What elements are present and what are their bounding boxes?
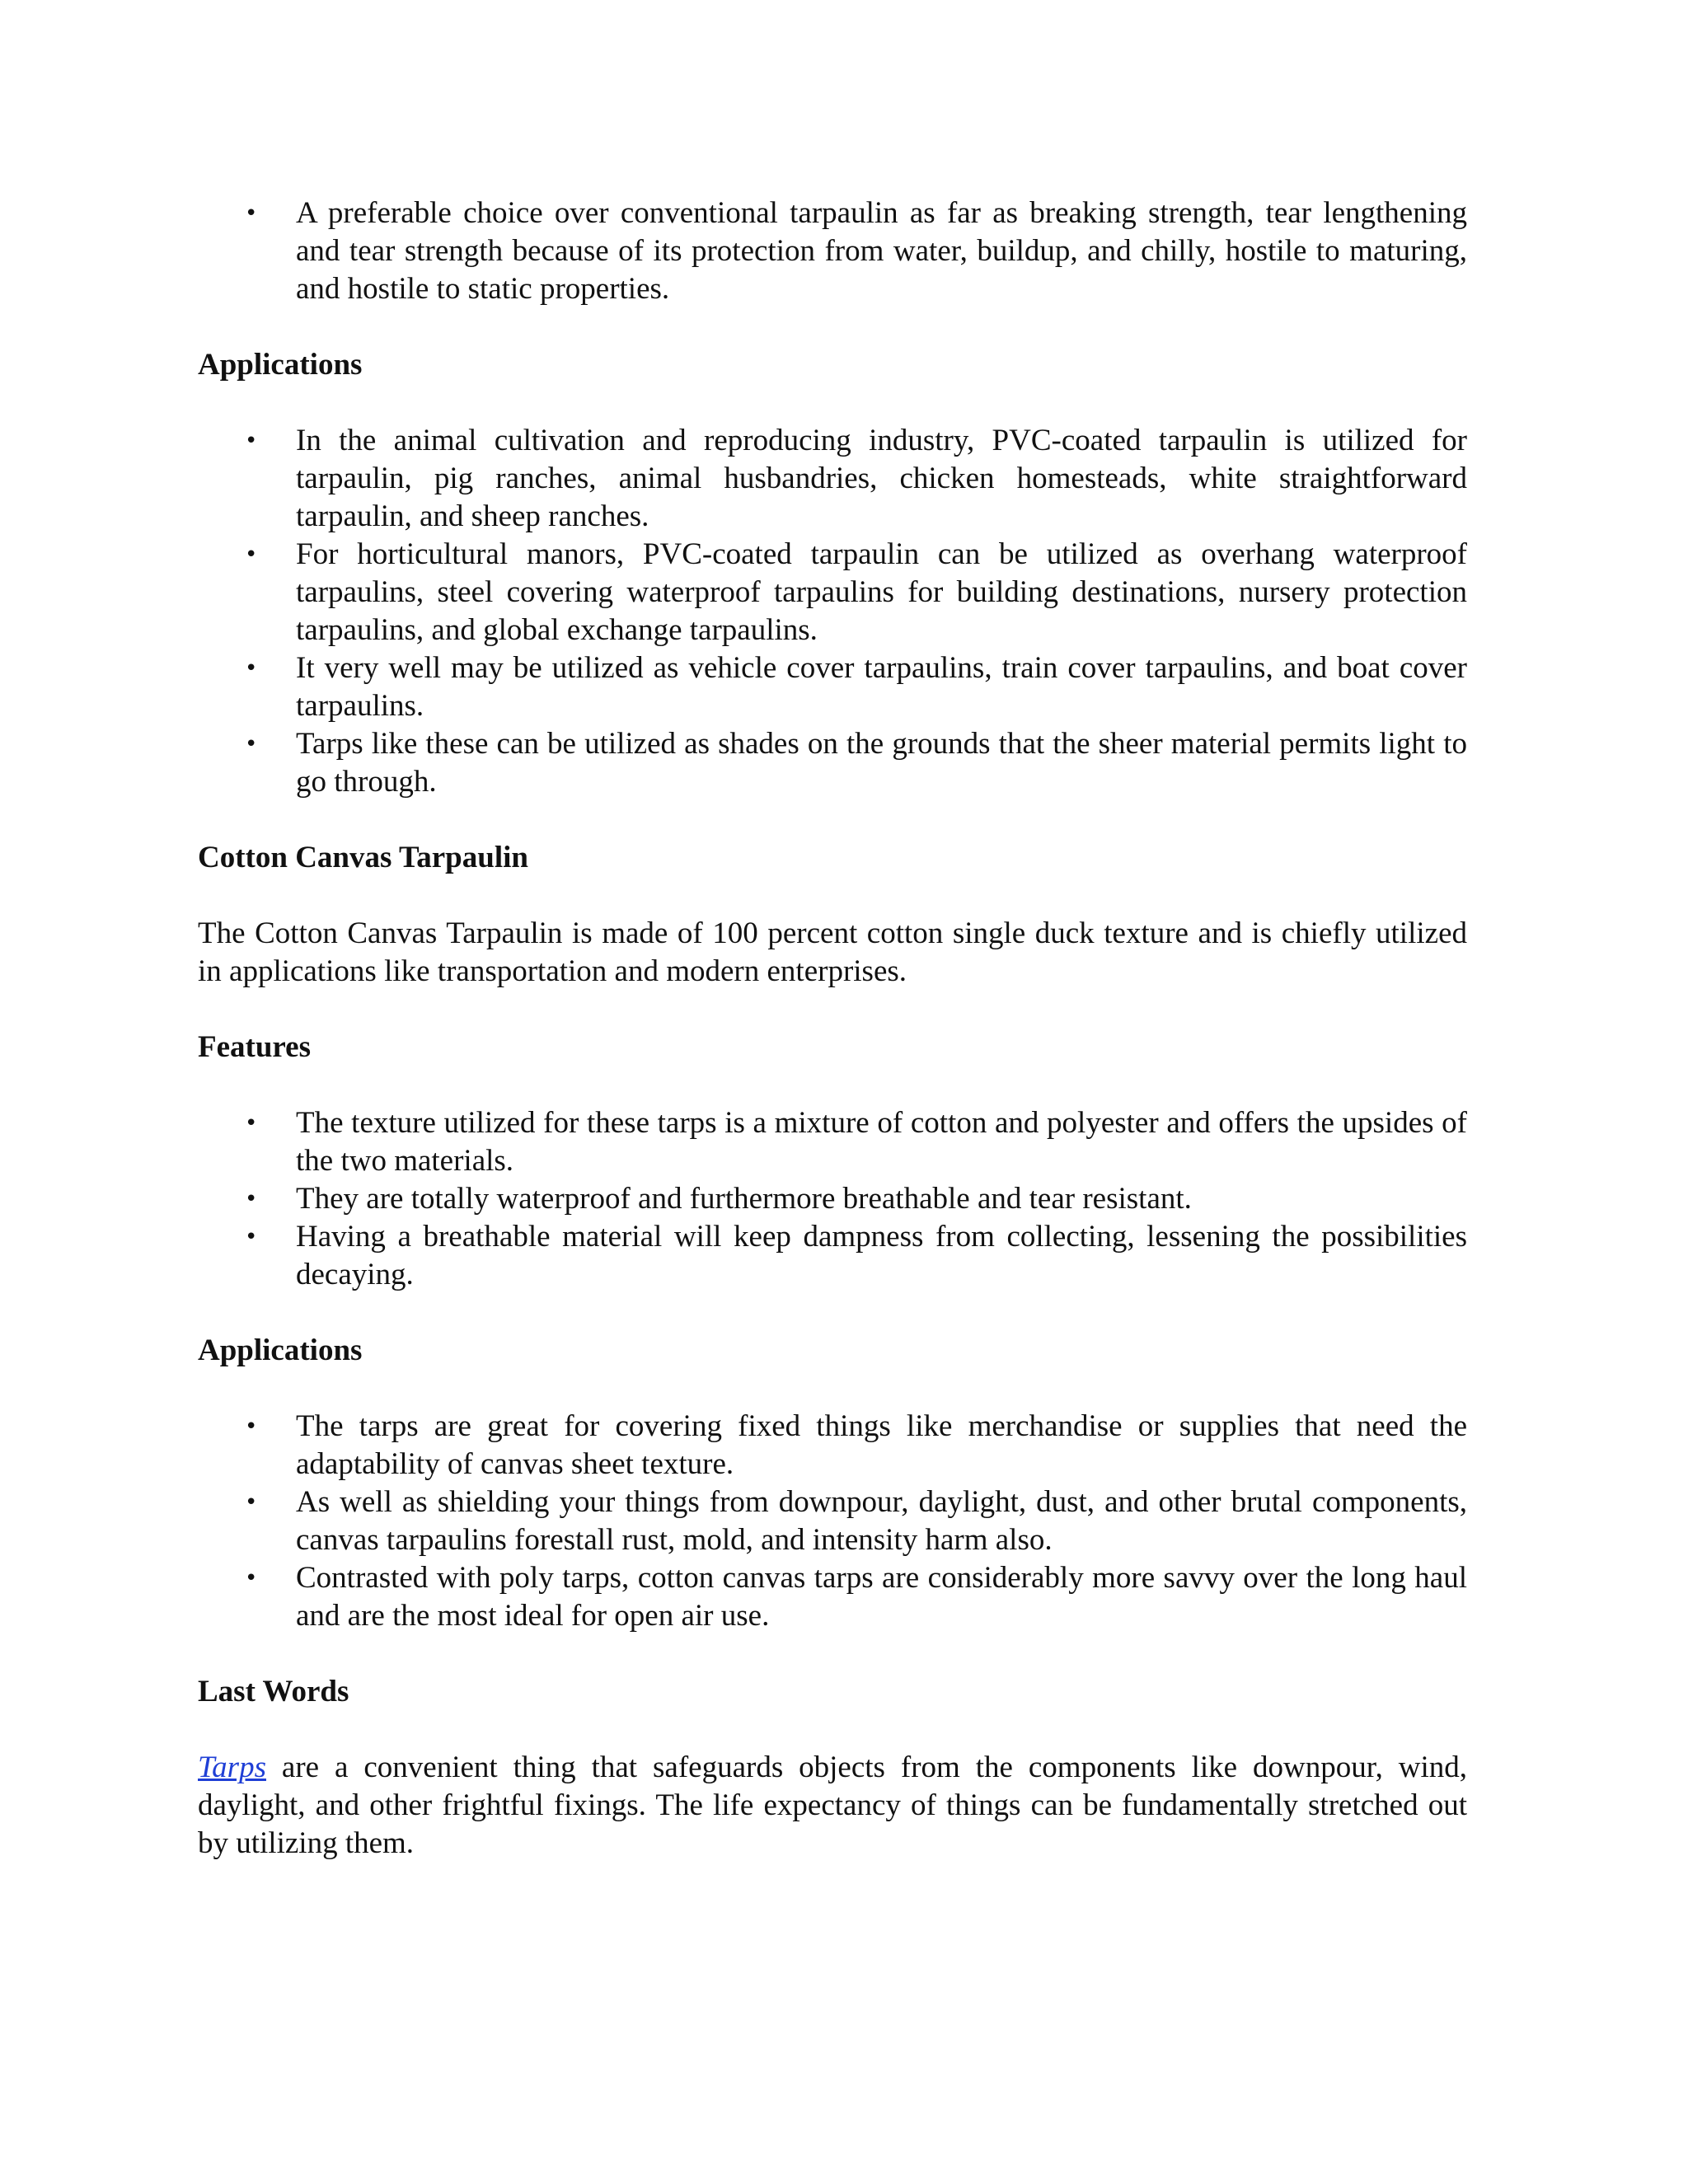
list-item <box>198 1408 1467 1483</box>
list-item <box>198 422 1467 536</box>
list-item <box>198 1218 1467 1294</box>
last-words-heading: Last Words <box>198 1675 349 1708</box>
list-item-text: For horticultural manors, PVC-coated tarpaulin can be utilized as overhang waterproof tarpaulins, steel covering waterproof tarpaulins for building destinations, nursery protection tarpaulins, and global exchange tarpaulins. <box>296 537 1467 647</box>
list-item-text: They are totally waterproof and furthermore breathable and tear resistant. <box>296 1182 1192 1216</box>
bullet-icon: • <box>245 1414 258 1439</box>
last-words-paragraph <box>198 1749 1467 1863</box>
pvc-applications-list <box>198 422 1467 801</box>
list-item <box>198 1180 1467 1218</box>
last-words-text: are a convenient thing that safeguards objects from the components like downpour, wind, daylight, and other frightful fixings. The life expectancy of things can be fundamentally stretched out by utilizing them. <box>198 1750 1467 1860</box>
list-item-text: As well as shielding your things from downpour, daylight, dust, and other brutal components, canvas tarpaulins forestall rust, mold, and intensity harm also. <box>296 1485 1467 1557</box>
bullet-icon: • <box>245 732 258 757</box>
list-item <box>198 1104 1467 1180</box>
list-item-text: A preferable choice over conventional tarpaulin as far as breaking strength, tear lengthening and tear strength because of its protection from water, buildup, and chilly, hostile to maturing, and hostile to static properties. <box>296 196 1467 306</box>
bullet-icon: • <box>245 1225 258 1249</box>
list-item-text: In the animal cultivation and reproducing industry, PVC-coated tarpaulin is utilized for tarpaulin, pig ranches, animal husbandries, chicken homesteads, white straightforward tarpaulin, and sheep ranches. <box>296 424 1467 533</box>
cotton-applications-heading: Applications <box>198 1333 363 1367</box>
bullet-icon: • <box>245 1490 258 1515</box>
bullet-icon: • <box>245 1566 258 1591</box>
list-item-text: It very well may be utilized as vehicle cover tarpaulins, train cover tarpaulins, and boat cover tarpaulins. <box>296 651 1467 723</box>
list-item <box>198 725 1467 801</box>
features-heading: Features <box>198 1030 311 1064</box>
cotton-canvas-paragraph: The Cotton Canvas Tarpaulin is made of 100 percent cotton single duck texture and is chiefly utilized in applications like transportation and modern enterprises. <box>198 916 1467 988</box>
bullet-icon: • <box>245 429 258 453</box>
list-item <box>198 194 1467 308</box>
pvc-applications-heading: Applications <box>198 348 363 382</box>
list-item-text: Tarps like these can be utilized as shades on the grounds that the sheer material permits light to go through. <box>296 727 1467 799</box>
intro-bullet-list <box>198 194 1467 308</box>
tarps-link[interactable]: Tarps <box>198 1750 266 1784</box>
features-list <box>198 1104 1467 1294</box>
list-item-text: The texture utilized for these tarps is a mixture of cotton and polyester and offers the upsides of the two materials. <box>296 1106 1467 1178</box>
list-item <box>198 536 1467 649</box>
list-item-text: Having a breathable material will keep dampness from collecting, lessening the possibilities decaying. <box>296 1220 1467 1291</box>
list-item-text: The tarps are great for covering fixed things like merchandise or supplies that need the adaptability of canvas sheet texture. <box>296 1409 1467 1481</box>
bullet-icon: • <box>245 542 258 567</box>
list-item <box>198 1559 1467 1635</box>
cotton-canvas-heading: Cotton Canvas Tarpaulin <box>198 841 528 874</box>
cotton-applications-list <box>198 1408 1467 1635</box>
document-page <box>198 194 1467 1900</box>
list-item <box>198 1483 1467 1559</box>
bullet-icon: • <box>245 656 258 681</box>
list-item-text: Contrasted with poly tarps, cotton canvas tarps are considerably more savvy over the long haul and are the most ideal for open air use. <box>296 1561 1467 1633</box>
bullet-icon: • <box>245 1187 258 1212</box>
bullet-icon: • <box>245 201 258 226</box>
list-item <box>198 649 1467 725</box>
bullet-icon: • <box>245 1111 258 1136</box>
